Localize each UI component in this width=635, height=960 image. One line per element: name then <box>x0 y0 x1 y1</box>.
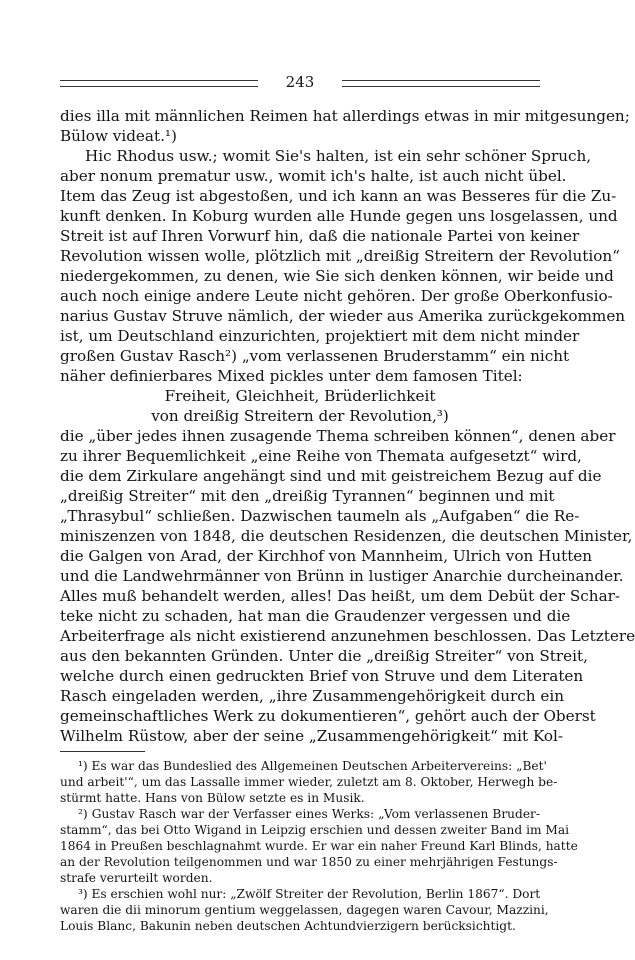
body-line: Hic Rhodus usw.; womit Sie's halten, ist ein sehr schöner Spruch, <box>85 147 592 165</box>
body-line: näher definierbares Mixed pickles unter dem famosen Titel: <box>60 367 523 385</box>
body-line: zu ihrer Bequemlichkeit „eine Reihe von Themata aufgesetzt“ wird, <box>60 447 582 465</box>
footnote-line: und arbeit'“, um das Lassalle immer wieder, zuletzt am 8. Oktober, Herwegh be- <box>60 775 558 789</box>
body-line: aber nonum prematur usw., womit ich's halte, ist auch nicht übel. <box>60 167 567 185</box>
footnote-line: an der Revolution teilgenommen und war 1850 zu einer mehrjährigen Festungs- <box>60 855 558 869</box>
body-line: niedergekommen, zu denen, wie Sie sich denken können, wir beide und <box>60 267 614 285</box>
body-line: auch noch einige andere Leute nicht gehören. Der große Oberkonfusio- <box>60 287 613 305</box>
body-line: Item das Zeug ist abgestoßen, und ich kann an was Besseres für die Zu- <box>60 187 617 205</box>
body-line: und die Landwehrmänner von Brünn in lustiger Anarchie durcheinander. <box>60 567 624 585</box>
body-line: Rasch eingeladen werden, „ihre Zusammengehörigkeit durch ein <box>60 687 565 705</box>
body-line: großen Gustav Rasch²) „vom verlassenen Bruderstamm“ ein nicht <box>60 347 570 365</box>
footnote-line: ³) Es erschien wohl nur: „Zwölf Streiter der Revolution, Berlin 1867“. Dort <box>78 887 541 901</box>
body-line: welche durch einen gedruckten Brief von Struve und dem Literaten <box>60 667 584 685</box>
body-line: die Galgen von Arad, der Kirchhof von Mannheim, Ulrich von Hutten <box>60 547 593 565</box>
footnote-line: stürmt hatte. Hans von Bülow setzte es in Musik. <box>60 791 365 805</box>
body-line: teke nicht zu schaden, hat man die Graudenzer vergessen und die <box>60 607 571 625</box>
footnote-rule <box>60 751 145 752</box>
body-line: „dreißig Streiter“ mit den „dreißig Tyrannen“ beginnen und mit <box>60 487 555 505</box>
footnote-line: 1864 in Preußen beschlagnahmt wurde. Er war ein naher Freund Karl Blinds, hatte <box>60 839 578 853</box>
body-line: dies illa mit männlichen Reimen hat allerdings etwas in mir mitgesungen; <box>60 107 630 125</box>
body-line: „Thrasybul“ schließen. Dazwischen taumeln als „Aufgaben“ die Re- <box>60 507 580 525</box>
page-header <box>60 72 540 94</box>
body-line: Bülow videat.¹) <box>60 127 177 145</box>
body-line: gemeinschaftliches Werk zu dokumentieren“, gehört auch der Oberst <box>60 707 596 725</box>
book-title-line: Freiheit, Gleichheit, Brüderlichkeit <box>164 387 436 405</box>
footnote-line: waren die dii minorum gentium weggelassen, dagegen waren Cavour, Mazzini, <box>60 903 549 917</box>
page-number: 243 <box>285 73 315 91</box>
body-line: narius Gustav Struve nämlich, der wieder aus Amerika zurückgekommen <box>60 307 626 325</box>
body-line: Wilhelm Rüstow, aber der seine „Zusammengehörigkeit“ mit Kol- <box>60 727 564 745</box>
body-line: miniszenzen von 1848, die deutschen Residenzen, die deutschen Minister, <box>60 527 633 545</box>
footnote-line: strafe verurteilt worden. <box>60 871 213 885</box>
body-line: ist, um Deutschland einzurichten, projektiert mit dem nicht minder <box>60 327 580 345</box>
body-line: die dem Zirkulare angehängt sind und mit geistreichem Bezug auf die <box>60 467 602 485</box>
footnote-line: Louis Blanc, Bakunin neben deutschen Achtundvierzigern berücksichtigt. <box>60 919 516 933</box>
body-line: aus den bekannten Gründen. Unter die „dreißig Streiter“ von Streit, <box>60 647 588 665</box>
body-line: Streit ist auf Ihren Vorwurf hin, daß die nationale Partei von keiner <box>60 227 580 245</box>
book-title-line: von dreißig Streitern der Revolution,³) <box>151 407 449 425</box>
footnote-line: stamm“, das bei Otto Wigand in Leipzig erschien und dessen zweiter Band im Mai <box>60 823 570 837</box>
body-line: Revolution wissen wolle, plötzlich mit „dreißig Streitern der Revolution“ <box>60 247 620 265</box>
body-line: kunft denken. In Koburg wurden alle Hunde gegen uns losgelassen, und <box>60 207 618 225</box>
footnote-line: ²) Gustav Rasch war der Verfasser eines Werks: „Vom verlassenen Bruder- <box>78 807 540 821</box>
body-line: Arbeiterfrage als nicht existierend anzunehmen beschlossen. Das Letztere <box>60 627 635 645</box>
body-line: Alles muß behandelt werden, alles! Das heißt, um dem Debüt der Schar- <box>60 587 621 605</box>
header-rule-right <box>342 80 540 87</box>
body-line: die „über jedes ihnen zusagende Thema schreiben können“, denen aber <box>60 427 616 445</box>
footnote-line: ¹) Es war das Bundeslied des Allgemeinen Deutschen Arbeitervereins: „Bet' <box>78 759 547 773</box>
